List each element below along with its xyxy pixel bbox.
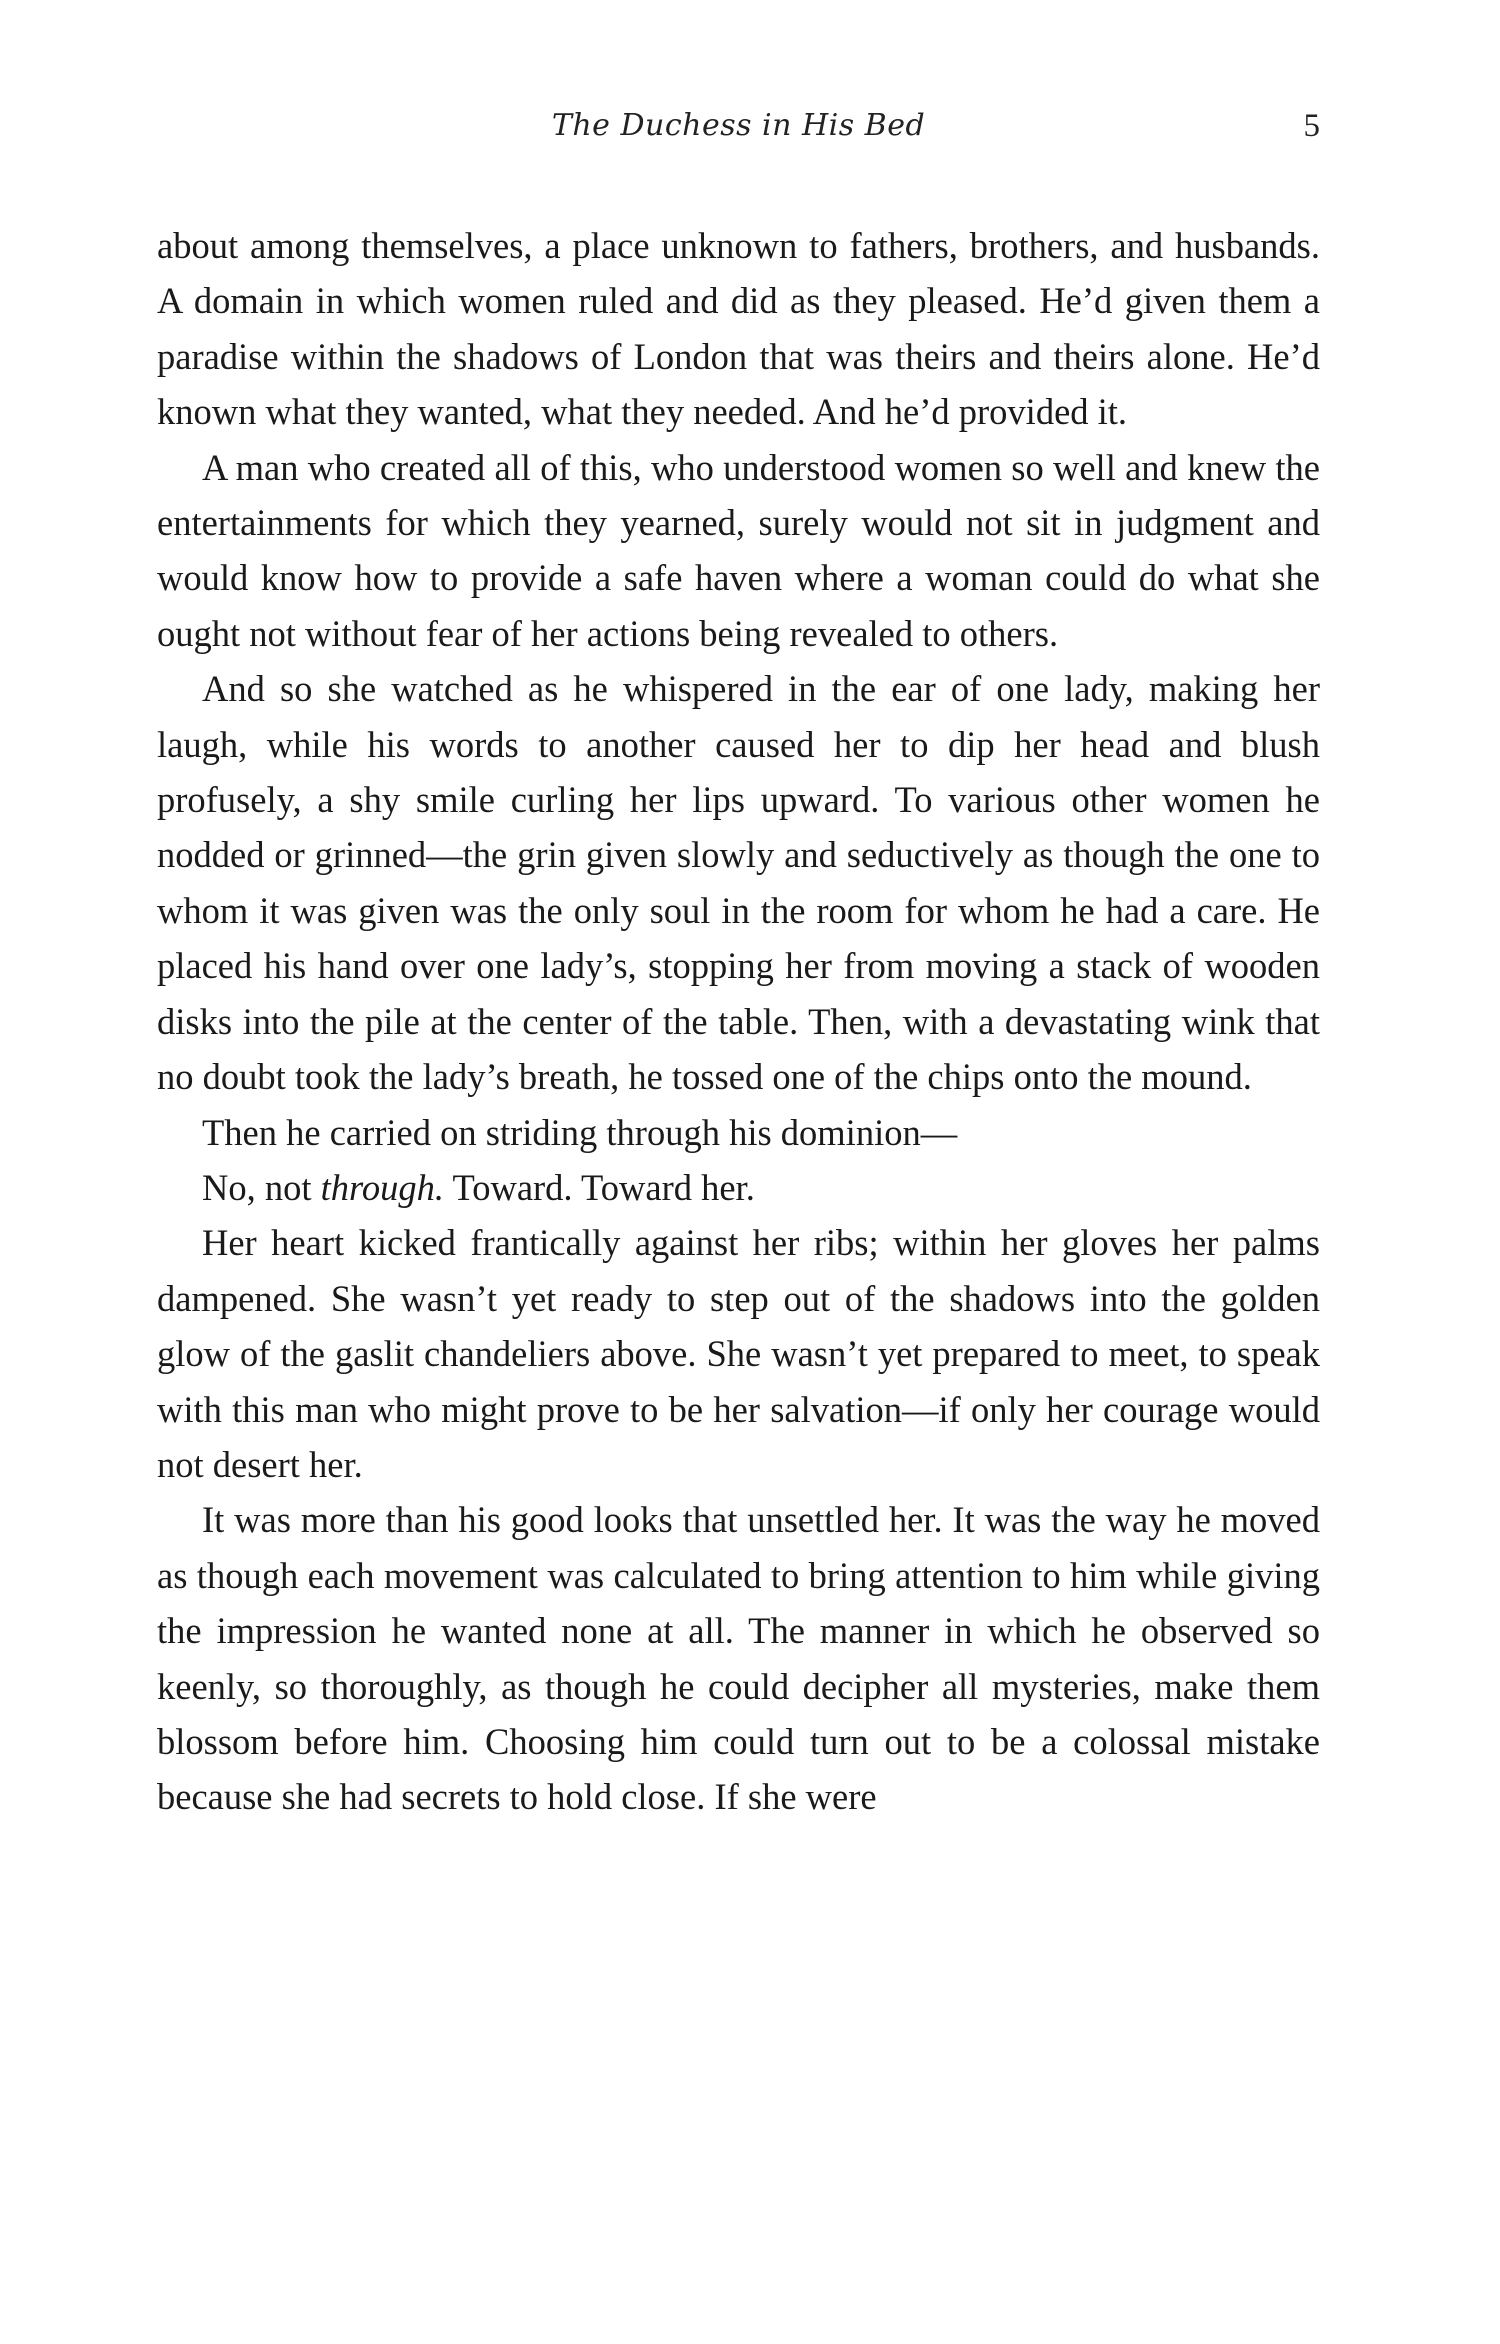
emphasized-text: through. [320, 1166, 444, 1208]
paragraph: And so she watched as he whispered in the ear of one lady, making her laugh, while his words to another caused her to dip her head and blush profusely, a shy smile curling her lips upward. To various other women he nodded or grinned—the grin given slowly and seductively as though the one to whom it was given was the only soul in the room for whom he had a care. He placed his hand over one lady’s, stopping her from moving a stack of wooden disks into the pile at the center of the table. Then, with a devastating wink that no doubt took the lady’s breath, he tossed one of the chips onto the mound. [157, 668, 1320, 1098]
running-head [157, 108, 1320, 148]
body-text [157, 218, 1320, 1825]
paragraph [157, 1160, 1320, 1215]
paragraph: It was more than his good looks that unsettled her. It was the way he moved as though each movement was calculated to bring attention to him while giving the impression he wanted none at all. The manner in which he observed so keenly, so thoroughly, as though he could decipher all mysteries, make them blossom before him. Choosing him could turn out to be a colossal mistake because she had secrets to hold close. If she were [157, 1499, 1320, 1818]
paragraph-text: No, not [202, 1166, 321, 1208]
page-number: 5 [1303, 108, 1320, 144]
paragraph: Then he carried on striding through his dominion— [202, 1111, 958, 1153]
paragraph: A man who created all of this, who understood women so well and knew the entertainments for which they yearned, surely would not sit in judgment and would know how to provide a safe haven where a woman could do what she ought not without fear of her actions being revealed to others. [157, 446, 1320, 654]
paragraph-text: Toward. Toward her. [444, 1166, 755, 1208]
paragraph: about among themselves, a place unknown to fathers, brothers, and husbands. A domain in which women ruled and did as they pleased. He’d given them a paradise within the shadows of London that was theirs and theirs alone. He’d known what they wanted, what they needed. And he’d provided it. [157, 225, 1320, 433]
paragraph: Her heart kicked frantically against her ribs; within her gloves her palms dampened. She wasn’t yet ready to step out of the shadows into the golden glow of the gaslit chandeliers above. She wasn’t yet prepared to meet, to speak with this man who might prove to be her salvation—if only her courage would not desert her. [157, 1222, 1320, 1485]
book-title: The Duchess in His Bed [551, 108, 926, 143]
